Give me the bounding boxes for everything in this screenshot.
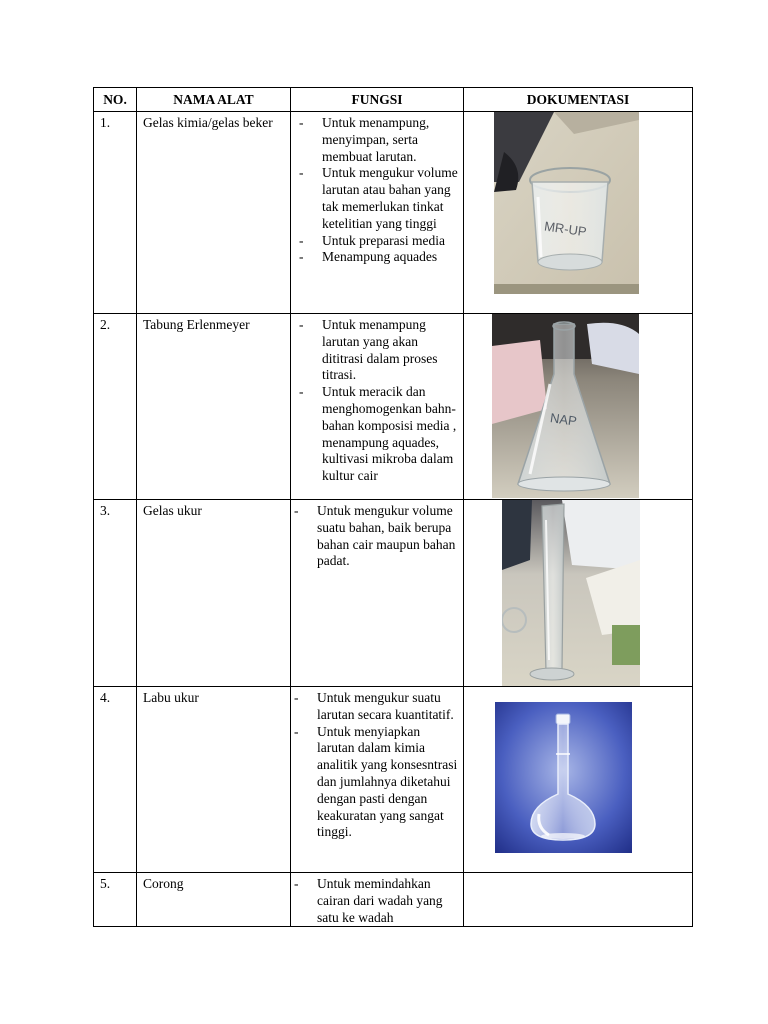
table-row	[94, 500, 693, 687]
documentation-cell	[464, 112, 693, 314]
tool-functions	[291, 112, 464, 314]
header-dokumentasi: DOKUMENTASI	[464, 88, 693, 112]
table-row	[94, 314, 693, 500]
table-row	[94, 873, 693, 927]
function-item: - Untuk mengukur volume suatu bahan, baik berupa bahan cair maupun bahan padat.	[294, 503, 456, 569]
tool-name: Tabung Erlenmeyer	[137, 314, 291, 500]
header-fungsi: FUNGSI	[291, 88, 464, 112]
tool-name: Labu ukur	[137, 687, 291, 873]
documentation-cell	[464, 314, 693, 500]
function-item: - Untuk memindahkan cairan dari wadah yang satu ke wadah	[294, 876, 443, 925]
function-item: - Untuk mengukur volume larutan atau bahan yang tak memerlukan tinkat ketelitian yang tinggi	[299, 165, 458, 231]
row-number: 4.	[94, 687, 137, 873]
row-number: 1.	[94, 112, 137, 314]
table-row	[94, 687, 693, 873]
tool-functions	[291, 500, 464, 687]
equipment-table	[93, 87, 693, 927]
function-item: - Untuk preparasi media	[299, 232, 445, 248]
tool-name: Gelas ukur	[137, 500, 291, 687]
function-item: - Untuk mengukur suatu larutan secara kuantitatif.	[294, 690, 454, 722]
tool-name: Corong	[137, 873, 291, 927]
graduated-cylinder-photo	[502, 500, 640, 686]
function-item: - Untuk meracik dan menghomogenkan bahn-bahan komposisi media , menampung aquades, kultivasi mikroba dalam kultur cair	[299, 384, 457, 484]
function-item: - Untuk menampung larutan yang akan dititrasi dalam proses titrasi.	[299, 317, 438, 383]
header-nama-alat: NAMA ALAT	[137, 88, 291, 112]
tool-name: Gelas kimia/gelas beker	[137, 112, 291, 314]
tool-functions	[291, 687, 464, 873]
tool-functions	[291, 314, 464, 500]
documentation-cell	[464, 873, 693, 927]
function-item: - Menampung aquades	[299, 249, 438, 265]
beaker-photo	[494, 112, 639, 294]
table-row	[94, 112, 693, 314]
erlenmeyer-photo	[492, 314, 639, 498]
beaker-marker-label: MR-UP	[543, 218, 588, 240]
function-item: - Untuk menampung, menyimpan, serta membuat larutan.	[299, 115, 430, 164]
table-header-row	[94, 88, 693, 112]
documentation-cell	[464, 687, 693, 873]
function-item: - Untuk menyiapkan larutan dalam kimia analitik yang konsesntrasi dan jumlahnya diketahui dengan pasti dengan keakuratan yang sangat tinggi.	[294, 723, 458, 840]
documentation-cell	[464, 500, 693, 687]
volumetric-flask-photo	[495, 702, 632, 853]
row-number: 5.	[94, 873, 137, 927]
erlenmeyer-marker-label: NAP	[549, 410, 578, 429]
row-number: 3.	[94, 500, 137, 687]
tool-functions	[291, 873, 464, 927]
row-number: 2.	[94, 314, 137, 500]
header-no: NO.	[94, 88, 137, 112]
